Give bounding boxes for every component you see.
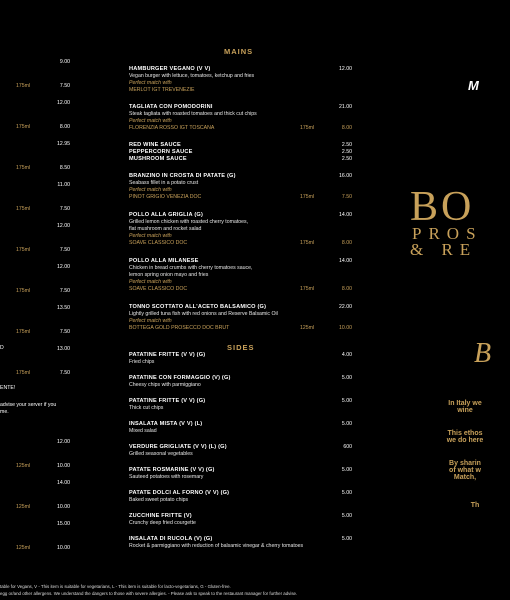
left-wine-size: 175ml [16,370,31,376]
left-price: 7.50 [59,329,70,335]
main-dish-title: RED WINE SAUCE [129,142,181,148]
main-dish-description: Vegan burger with lettuce, tomatoes, ketchup and fries [129,73,255,79]
main-dish-description: Grilled lemon chicken with roasted cherry tomatoes, [129,219,249,225]
left-price: 7.50 [59,247,70,253]
side-dish-price: 600 [343,444,352,450]
main-dish-description: Lightly grilled tuna fish with red onions and Reserve Balsamic Oil [129,311,278,317]
section-title-mains: MAINS [224,47,254,56]
side-dish-price: 5.00 [341,513,352,519]
side-dish-title: INSALATA DI RUCOLA (V) (G) [129,536,213,542]
left-wine-size: 125ml [16,504,31,510]
side-dish-price: 5.00 [341,398,352,404]
wine-pairing-price: 8.00 [341,240,352,246]
left-price: 9.00 [59,59,70,65]
side-dish-title: PATATINE FRITTE (V V) (G) [129,352,206,358]
left-price: 10.00 [57,463,70,469]
left-wine-size: 175ml [16,329,31,335]
left-price: 13.00 [57,346,70,352]
left-price: 12.95 [57,141,70,147]
main-dish-description: Chicken in bread crumbs with cherry tomatoes sauce, [129,265,253,271]
script-letter: B [474,338,492,369]
left-price: 7.50 [59,83,70,89]
side-dish-description: Crunchy deep fried courgette [129,520,196,526]
main-dish-price: 2.50 [341,142,352,148]
main-dish-description: lemon spring onion mayo and fries [129,272,209,278]
side-dish-price: 5.00 [341,536,352,542]
wine-pairing-price: 8.00 [341,286,352,292]
side-dish-title: PATATE DOLCI AL FORNO (V V) (G) [129,490,230,496]
wine-pairing-price: 7.50 [341,194,352,200]
side-dish-description: Mixed salad [129,428,157,434]
left-price: 13.50 [57,305,70,311]
main-dish-title: TONNO SCOTTATO ALL'ACETO BALSAMICO (G) [129,304,267,310]
main-dish-price: 22.00 [339,304,352,310]
left-price: 12.00 [57,264,70,270]
wine-pairing-name: SOAVE CLASSICO DOC [129,240,188,246]
side-dish-title: INSALATA MISTA (V V) (L) [129,421,203,427]
left-price: 11.00 [57,182,70,188]
main-dish-description: Seabass fillet in a potato crust [129,180,199,186]
side-dish-description: Fried chips [129,359,155,365]
main-dish-price: 14.00 [339,258,352,264]
side-dish-title: VERDURE GRIGLIATE (V V) (L) (G) [129,444,227,450]
side-dish-title: PATATE ROSMARINE (V V) (G) [129,467,215,473]
left-price: 14.00 [57,480,70,486]
brand-name-part-1: BO [410,184,475,230]
perfect-match-label: Perfect match with [129,318,172,324]
wine-pairing-name: BOTTEGA GOLD PROSECCO DOC BRUT [129,325,230,331]
wine-pairing-size: 175ml [300,286,315,292]
left-wine-size: 125ml [16,545,31,551]
left-wine-size: 175ml [16,206,31,212]
right-para-1: In Italy we wine [448,400,482,414]
left-price: 12.00 [57,100,70,106]
side-dish-description: Cheesy chips with parmiggiano [129,382,201,388]
side-dish-description: Sauteed potatoes with rosemary [129,474,204,480]
main-dish-title: MUSHROOM SAUCE [129,156,187,162]
main-dish-price: 2.50 [341,156,352,162]
brand-name-part-3: & RE [410,240,478,259]
left-price: 7.50 [59,288,70,294]
main-dish-title: POLLO ALLA GRIGLIA (G) [129,212,204,218]
right-para-3: By sharin of what w Match, [449,460,481,481]
perfect-match-label: Perfect match with [129,118,172,124]
main-dish-price: 14.00 [339,212,352,218]
left-price: 10.00 [57,504,70,510]
main-dish-title: PEPPERCORN SAUCE [129,149,193,155]
main-dish-title: TAGLIATA CON POMODORINI [129,104,213,110]
side-dish-title: PATATINE CON FORMAGGIO (V) (G) [129,375,231,381]
perfect-match-label: Perfect match with [129,279,172,285]
left-wine-size: 175ml [16,124,31,130]
left-price: 12.00 [57,223,70,229]
right-para-4: Th [470,502,480,509]
left-text-advise-1: advise your server if you [0,402,57,408]
left-wine-size: 175ml [16,165,31,171]
side-dish-price: 4.00 [341,352,352,358]
side-dish-price: 5.00 [341,421,352,427]
perfect-match-label: Perfect match with [129,233,172,239]
left-price: 7.50 [59,370,70,376]
main-dish-description: flat mushroom and rocket salad [129,226,202,232]
perfect-match-label: Perfect match with [129,80,172,86]
side-dish-description: Baked sweet potato chips [129,497,189,503]
side-dish-description: Grilled seasonal vegetables [129,451,193,457]
left-text-advise-2: me. [0,409,9,415]
main-dish-title: POLLO ALLA MILANESE [129,258,199,264]
left-price: 8.00 [59,124,70,130]
perfect-match-label: Perfect match with [129,187,172,193]
brand-name-part-2: PROS [412,224,483,243]
left-price: 7.50 [59,206,70,212]
wine-pairing-price: 8.00 [341,125,352,131]
left-price: 10.00 [57,545,70,551]
wine-pairing-size: 125ml [300,325,315,331]
left-wine-size: 175ml [16,288,31,294]
side-dish-title: ZUCCHINE FRITTE (V) [129,513,192,519]
side-dish-price: 5.00 [341,375,352,381]
main-dish-price: 12.00 [339,66,352,72]
left-wine-size: 125ml [16,463,31,469]
right-panel-m-letter: M [468,78,479,93]
left-text-ente: ENTE! [0,385,16,391]
side-dish-price: 5.00 [341,490,352,496]
wine-pairing-name: SOAVE CLASSICO DOC [129,286,188,292]
wine-pairing-name: PINOT GRIGIO VENEZIA DOC [129,194,202,200]
left-wine-size: 175ml [16,247,31,253]
left-marker-d: D [0,345,4,351]
main-dish-price: 2.50 [341,149,352,155]
main-dish-price: 16.00 [339,173,352,179]
section-title-sides: SIDES [227,343,255,352]
footer-allergen-note: egg or/and other allergens. We understand the dangers to those with severe allergies. - Please ask to speak to the restaurant manager for further advise. [0,591,298,596]
left-wine-size: 175ml [16,83,31,89]
main-dish-title: BRANZINO IN CROSTA DI PATATE (G) [129,173,236,179]
main-dish-description: Steak tagliata with roasted tomatoes and thick cut chips [129,111,257,117]
side-dish-title: PATATINE FRITTE (V V) (G) [129,398,206,404]
wine-pairing-size: 175ml [300,194,315,200]
side-dish-description: Rocket & parmiggiano with reduction of balsamic vinegar & cherry tomatoes [129,543,304,549]
wine-pairing-name: FLORENZIA ROSSO IGT TOSCANA [129,125,215,131]
left-price: 8.50 [59,165,70,171]
left-price: 15.00 [57,521,70,527]
footer-allergen-legend: table for Vegans, V - This item is suitable for vegetarians, L - This item is suitable for lacto-vegetarians, G - Gluten-free. [0,584,231,589]
side-dish-price: 5.00 [341,467,352,473]
main-dish-price: 21.00 [339,104,352,110]
side-dish-description: Thick cut chips [129,405,164,411]
left-price: 12.00 [57,439,70,445]
wine-pairing-name: MERLOT IGT TREVENEZIE [129,87,195,93]
wine-pairing-price: 10.00 [339,325,352,331]
right-para-2: This ethos we do here [446,430,484,444]
wine-pairing-size: 175ml [300,240,315,246]
main-dish-title: HAMBURGER VEGANO (V V) [129,66,211,72]
wine-pairing-size: 175ml [300,125,315,131]
